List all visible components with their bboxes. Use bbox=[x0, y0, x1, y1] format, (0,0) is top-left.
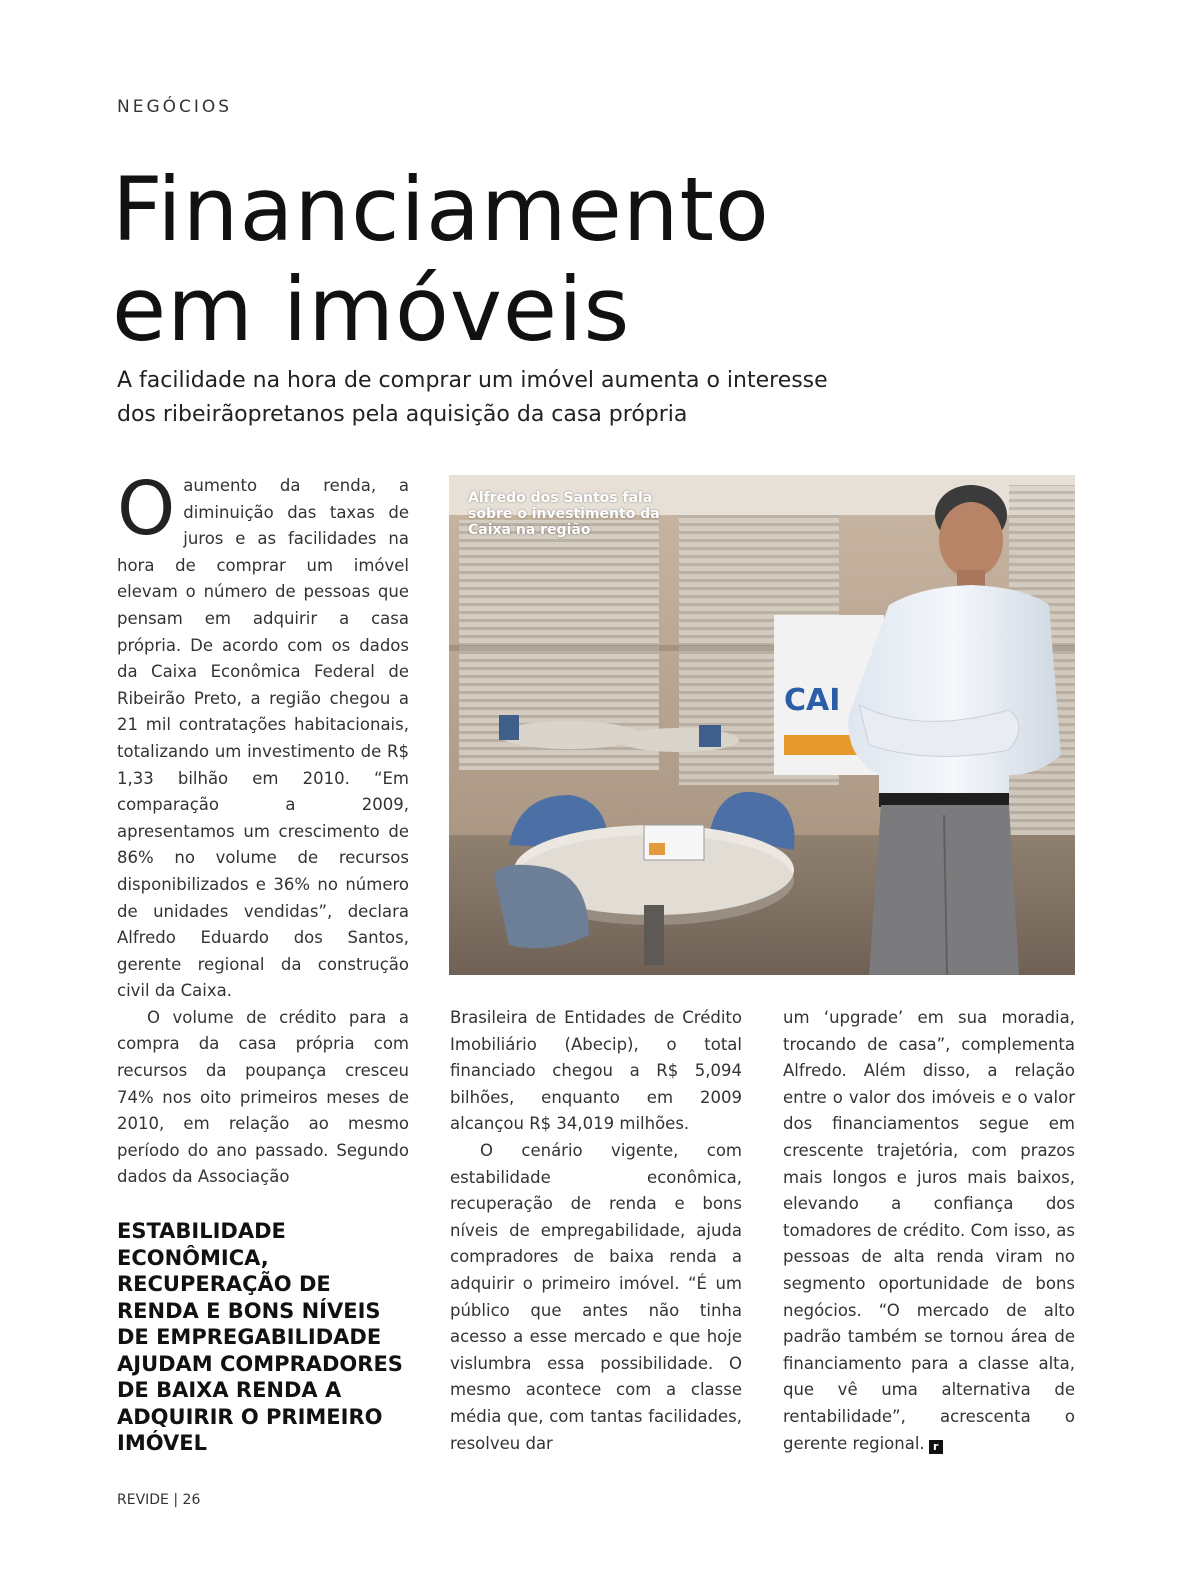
photo-illustration bbox=[449, 475, 1075, 975]
paragraph-5 bbox=[783, 1005, 1075, 1457]
paragraph-4: O cenário vigente, com estabilidade econômica, recuperação de renda e bons níveis de empregabilidade, ajuda compradores de baixa renda a adquirir o primeiro imóvel. “É um público que antes não tinha acesso a esse mercado e que hoje vislumbra essa possibilidade. O mesmo acontece com a classe média que, com tantas facilidades, resolveu dar bbox=[450, 1140, 742, 1453]
page-footer bbox=[117, 1492, 200, 1508]
article-title bbox=[112, 160, 770, 360]
paragraph-1: aumento da renda, a diminuição das taxas de juros e as facilidades na hora de comprar um imóvel elevam o número de pessoas que pensam em adquirir a casa própria. De acordo com os dados da Caixa Econômica Federal de Ribeirão Preto, a região chegou a 21 mil contratações habitacionais, totalizando um investimento de R$ 1,33 bilhão em 2010. “Em comparação a 2009, apresentamos um crescimento de 86% no volume de recursos disponibilizados e 36% no número de unidades vendidas”, declara Alfredo Eduardo dos Santos, gerente regional da construção civil da Caixa. bbox=[117, 476, 409, 1001]
footer-separator: | bbox=[173, 1492, 179, 1508]
paragraph-5-text: um ‘upgrade’ em sua moradia, trocando de casa”, complementa Alfredo. Além disso, a relação entre o valor dos imóveis e o valor dos financiamentos segue em crescente trajetória, com prazos mais longos e juros mais baixos, elevando a confiança dos tomadores de crédito. Com isso, as pessoas de alta renda viram no segmento oportunidade de bons negócios. “O mercado de alto padrão também se tornou área de financiamento para a classe alta, que vê uma alternativa de rentabilidade”, acrescenta o gerente regional. bbox=[783, 1008, 1075, 1453]
pull-quote: ESTABILIDADE ECONÔMICA, RECUPERAÇÃO DE RENDA E BONS NÍVEIS DE EMPREGABILIDADE AJUDAM COMPRADORES DE BAIXA RENDA A ADQUIRIR O PRIMEIRO IMÓVEL bbox=[117, 1219, 403, 1455]
end-mark-icon: r bbox=[929, 1440, 943, 1454]
title-line-1: Financiamento bbox=[112, 158, 770, 261]
article-column-1 bbox=[117, 466, 409, 1191]
article-column-2 bbox=[450, 1005, 742, 1457]
sign-text: CAI bbox=[784, 683, 841, 718]
article-photo bbox=[449, 475, 1075, 975]
article-column-3 bbox=[783, 1005, 1075, 1457]
magazine-name: REVIDE bbox=[117, 1492, 169, 1508]
section-label: NEGÓCIOS bbox=[117, 97, 233, 117]
page-number: 26 bbox=[182, 1492, 201, 1508]
drop-cap: O bbox=[117, 466, 176, 552]
title-line-2: em imóveis bbox=[112, 258, 631, 361]
paragraph-3: Brasileira de Entidades de Crédito Imobiliário (Abecip), o total financiado chegou a R$ 5,094 bilhões, enquanto em 2009 alcançou R$ 34,019 milhões. bbox=[450, 1008, 742, 1134]
article-subtitle: A facilidade na hora de comprar um imóvel aumenta o interesse dos ribeirãopretanos pela aquisição da casa própria bbox=[117, 368, 828, 427]
paragraph-2: O volume de crédito para a compra da casa própria com recursos da poupança cresceu 74% nos oito primeiros meses de 2010, em relação ao mesmo período do ano passado. Segundo dados da Associação bbox=[117, 1007, 409, 1187]
photo-caption: Alfredo dos Santos fala sobre o investimento da Caixa na região bbox=[468, 490, 660, 538]
